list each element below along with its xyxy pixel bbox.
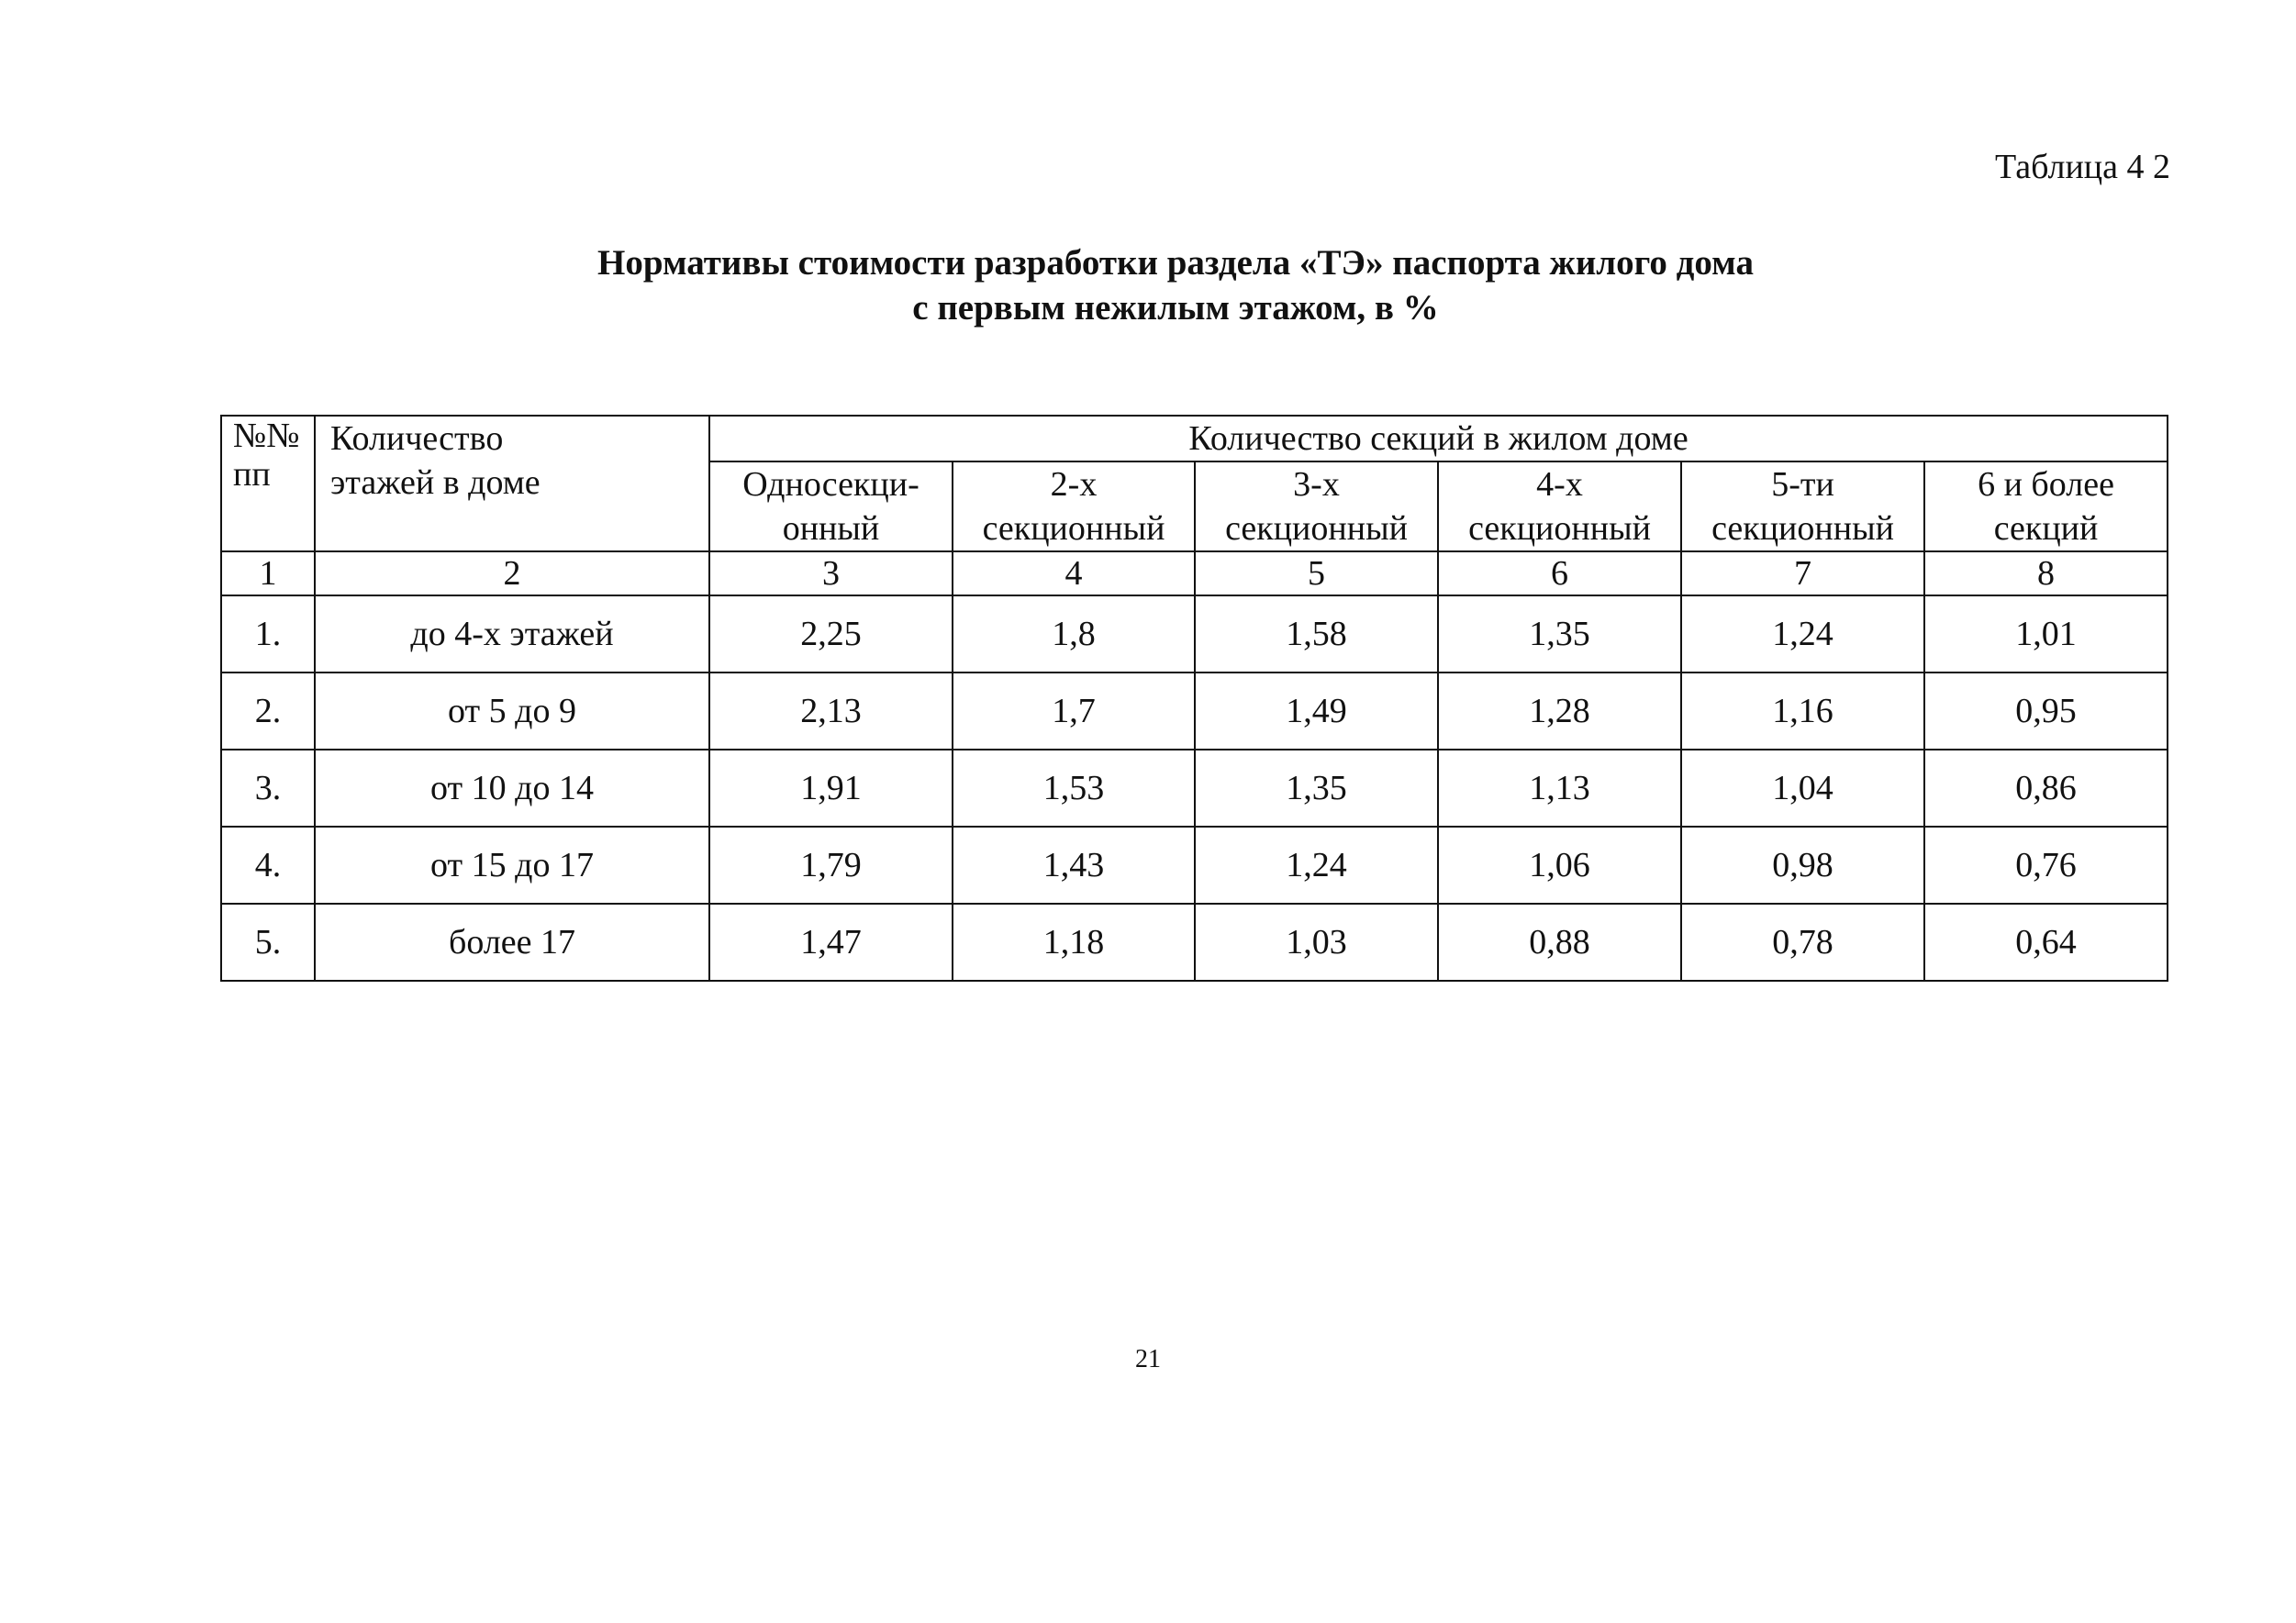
- header-row-number: №№ пп: [221, 416, 315, 551]
- row-value: 1,8: [953, 595, 1195, 673]
- document-title: [0, 240, 2296, 330]
- header-floor-count: Количество этажей в доме: [315, 416, 709, 551]
- row-value: 1,24: [1195, 827, 1438, 904]
- row-value: 1,04: [1681, 750, 1924, 827]
- column-index-7: 7: [1681, 551, 1924, 595]
- row-value: 1,58: [1195, 595, 1438, 673]
- row-value: 1,24: [1681, 595, 1924, 673]
- row-value: 0,76: [1924, 827, 2168, 904]
- row-value: 0,64: [1924, 904, 2168, 981]
- row-value: 0,88: [1438, 904, 1681, 981]
- row-number: 1.: [221, 595, 315, 673]
- header-section-4: 4-х секционный: [1438, 461, 1681, 551]
- column-index-8: 8: [1924, 551, 2168, 595]
- table-row: [221, 595, 2168, 673]
- table-label: Таблица 4 2: [1994, 148, 2170, 186]
- header-section-1: Односекци- онный: [709, 461, 953, 551]
- row-value: 0,98: [1681, 827, 1924, 904]
- row-value: 0,86: [1924, 750, 2168, 827]
- row-value: 1,7: [953, 673, 1195, 750]
- table-row: [221, 904, 2168, 981]
- row-floors: от 5 до 9: [315, 673, 709, 750]
- row-number: 3.: [221, 750, 315, 827]
- table-row: [221, 827, 2168, 904]
- row-value: 1,79: [709, 827, 953, 904]
- row-value: 1,06: [1438, 827, 1681, 904]
- page-number: 21: [1135, 1345, 1161, 1373]
- row-value: 1,47: [709, 904, 953, 981]
- row-number: 5.: [221, 904, 315, 981]
- row-value: 1,91: [709, 750, 953, 827]
- column-index-1: 1: [221, 551, 315, 595]
- row-floors: более 17: [315, 904, 709, 981]
- row-value: 1,35: [1195, 750, 1438, 827]
- header-section-5: 5-ти секционный: [1681, 461, 1924, 551]
- row-value: 1,18: [953, 904, 1195, 981]
- row-value: 0,78: [1681, 904, 1924, 981]
- row-value: 2,25: [709, 595, 953, 673]
- header-section-6: 6 и более секций: [1924, 461, 2168, 551]
- row-value: 1,43: [953, 827, 1195, 904]
- row-value: 1,03: [1195, 904, 1438, 981]
- column-index-5: 5: [1195, 551, 1438, 595]
- column-index-4: 4: [953, 551, 1195, 595]
- column-index-6: 6: [1438, 551, 1681, 595]
- row-floors: от 10 до 14: [315, 750, 709, 827]
- row-floors: от 15 до 17: [315, 827, 709, 904]
- row-number: 2.: [221, 673, 315, 750]
- column-index-3: 3: [709, 551, 953, 595]
- row-number: 4.: [221, 827, 315, 904]
- title-line-1: Нормативы стоимости разработки раздела «ТЭ» паспорта жилого дома: [597, 243, 1754, 283]
- header-section-3: 3-х секционный: [1195, 461, 1438, 551]
- row-value: 2,13: [709, 673, 953, 750]
- column-index-2: 2: [315, 551, 709, 595]
- table-row: [221, 750, 2168, 827]
- row-value: 1,35: [1438, 595, 1681, 673]
- header-sections-group: Количество секций в жилом доме: [709, 416, 2168, 461]
- row-value: 1,13: [1438, 750, 1681, 827]
- row-value: 1,16: [1681, 673, 1924, 750]
- row-value: 1,53: [953, 750, 1195, 827]
- row-value: 1,49: [1195, 673, 1438, 750]
- row-value: 0,95: [1924, 673, 2168, 750]
- row-value: 1,01: [1924, 595, 2168, 673]
- norms-table: [220, 415, 2168, 982]
- header-section-2: 2-х секционный: [953, 461, 1195, 551]
- row-value: 1,28: [1438, 673, 1681, 750]
- table-row: [221, 673, 2168, 750]
- row-floors: до 4-х этажей: [315, 595, 709, 673]
- title-line-2: с первым нежилым этажом, в %: [912, 288, 1439, 328]
